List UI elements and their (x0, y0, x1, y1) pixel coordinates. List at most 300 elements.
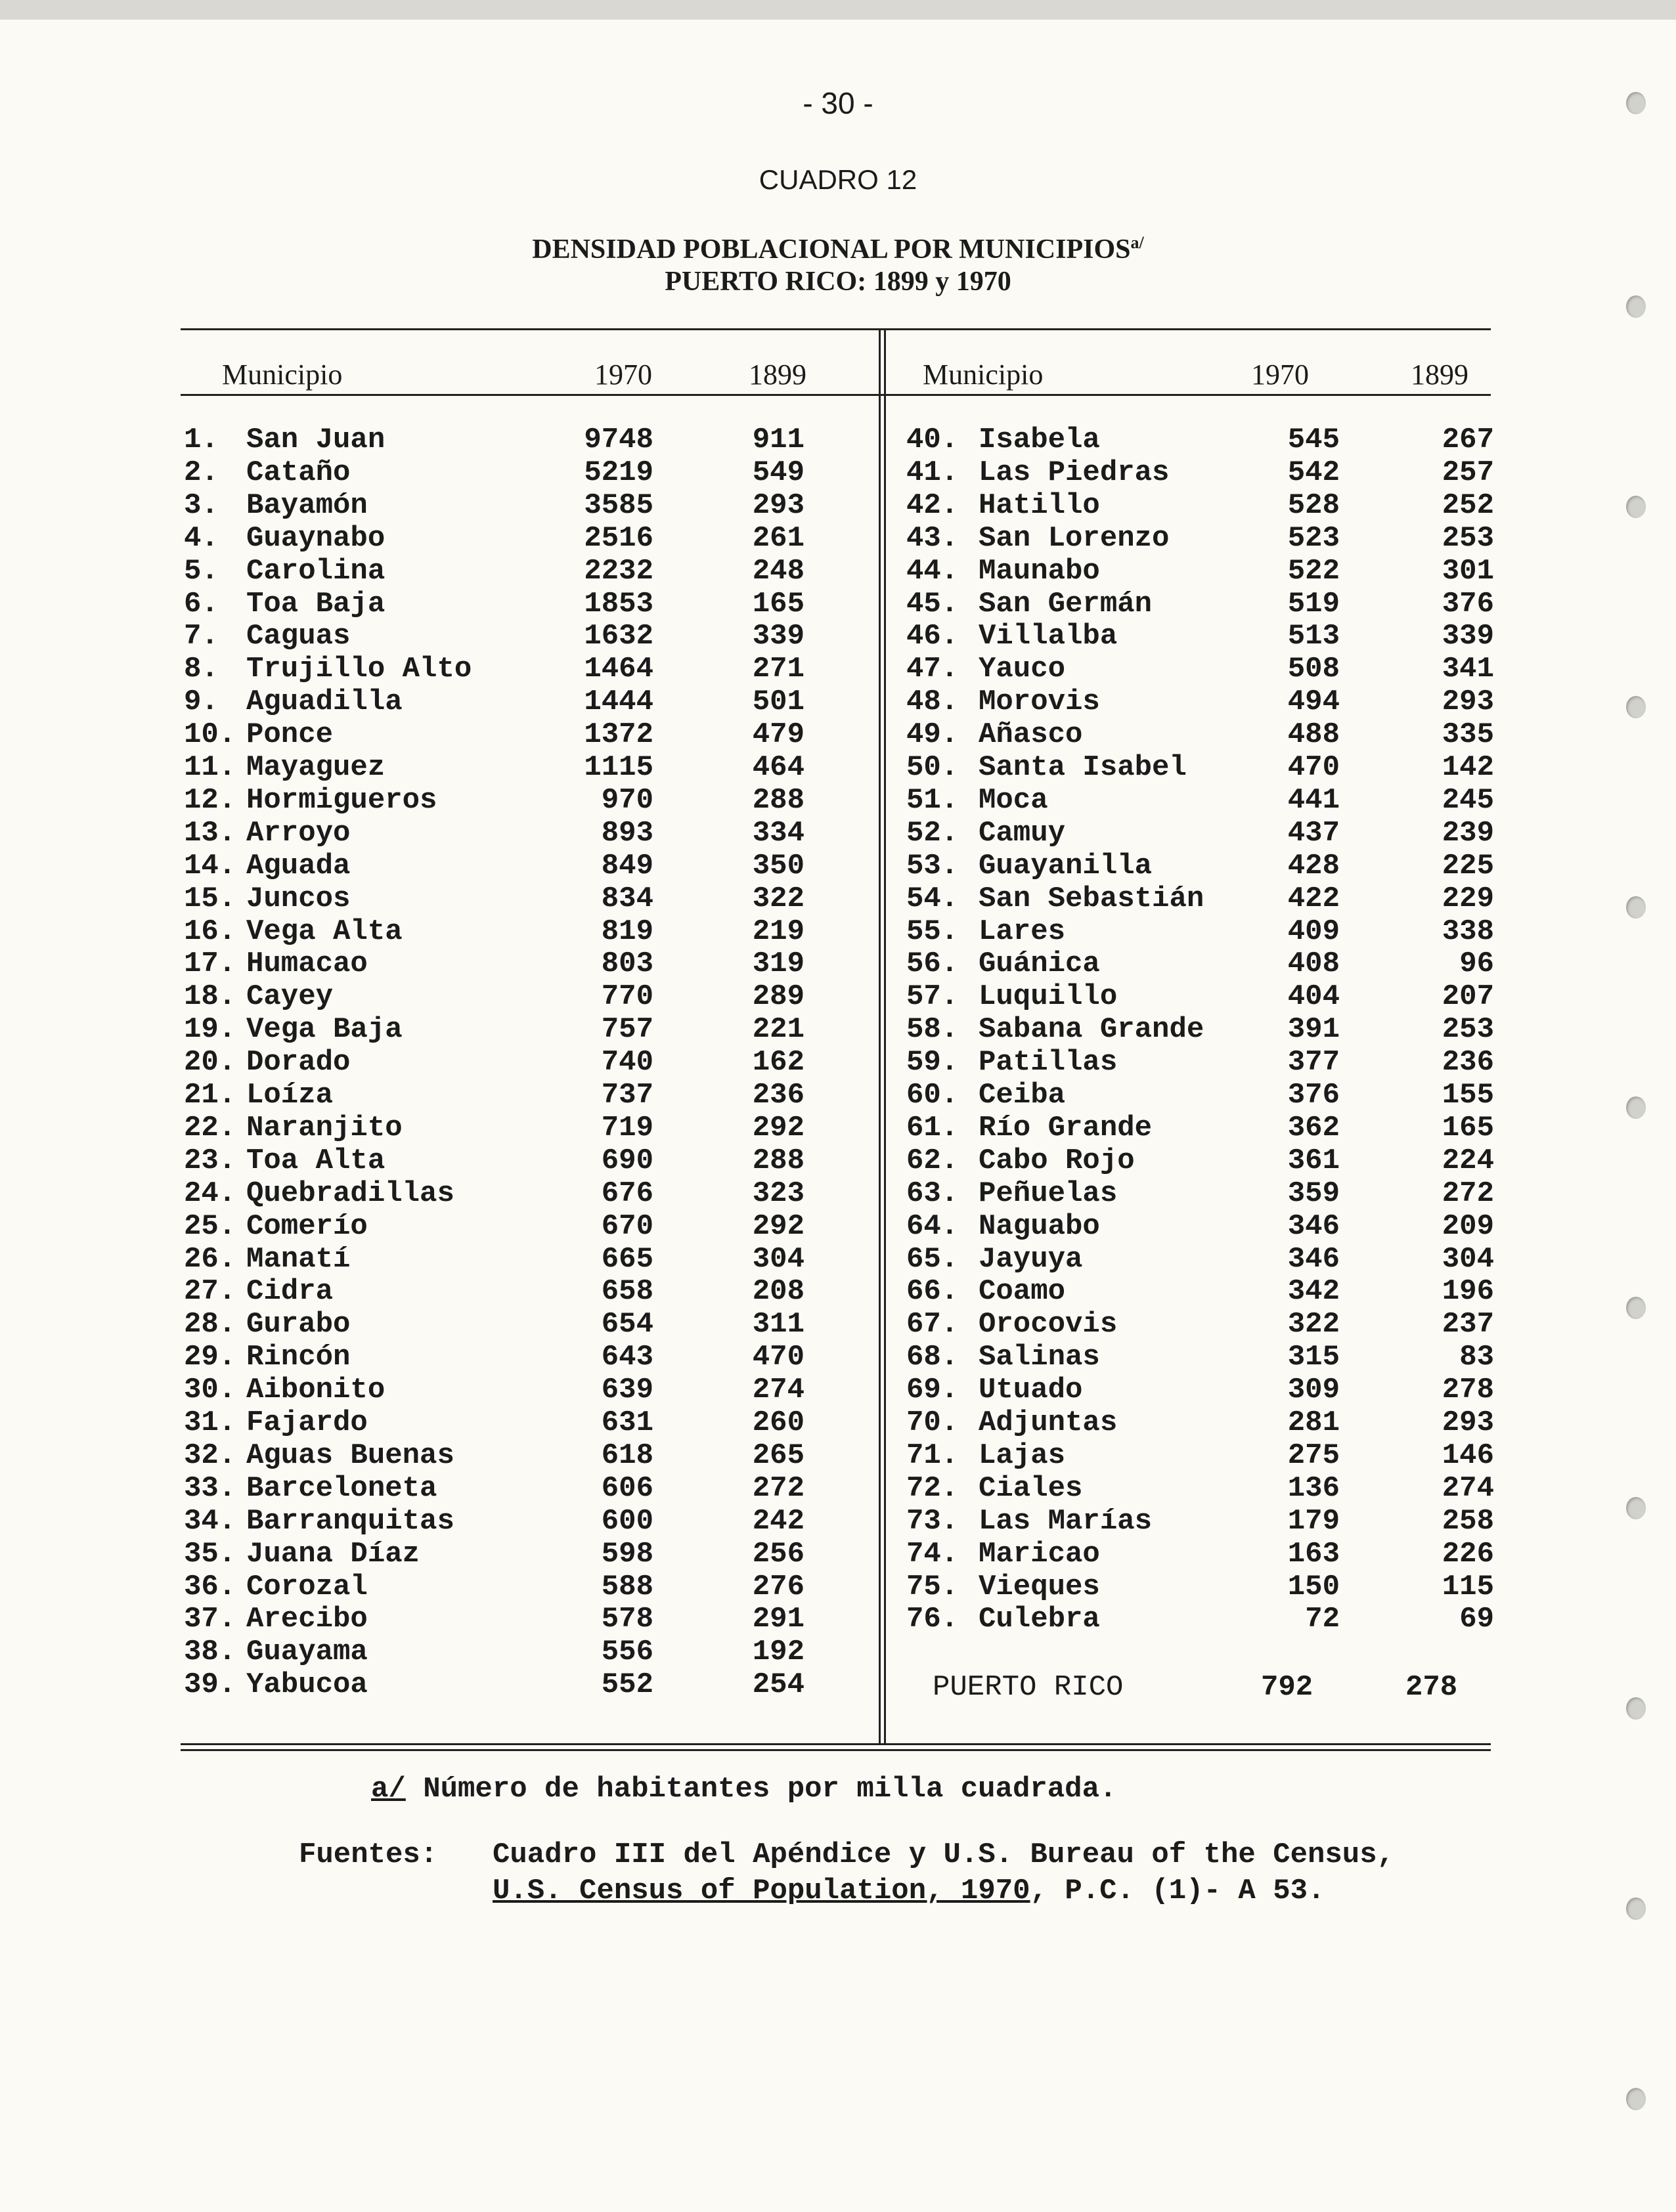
density-1970: 488 (1287, 718, 1340, 752)
density-1970: 849 (601, 849, 653, 882)
density-1899: 501 (752, 685, 805, 719)
density-1899: 207 (1442, 980, 1494, 1014)
total-1899: 278 (1405, 1671, 1458, 1704)
density-1899: 911 (752, 423, 805, 456)
row-number: 62. (906, 1144, 959, 1177)
density-1899: 192 (752, 1636, 805, 1669)
sources-line1: Cuadro III del Apéndice y U.S. Bureau of the Census, (493, 1838, 1395, 1871)
table-row (0, 850, 1676, 882)
row-number: 26. (184, 1242, 236, 1276)
density-1899: 293 (752, 488, 805, 522)
row-number: 35. (184, 1537, 236, 1571)
municipio-name: Adjuntas (979, 1406, 1118, 1439)
density-1970: 665 (601, 1242, 653, 1276)
municipio-name: Isabela (979, 423, 1100, 456)
density-1970: 359 (1287, 1177, 1340, 1210)
density-1970: 315 (1287, 1341, 1340, 1374)
municipio-name: Arroyo (246, 816, 351, 850)
density-1899: 258 (1442, 1504, 1494, 1538)
municipio-name: Bayamón (246, 488, 368, 522)
row-number: 13. (184, 816, 236, 850)
density-1899: 464 (752, 751, 805, 784)
row-number: 27. (184, 1275, 236, 1309)
density-1970: 408 (1287, 947, 1340, 981)
density-1899: 291 (752, 1603, 805, 1636)
municipio-name: Caguas (246, 620, 351, 653)
density-1899: 237 (1442, 1308, 1494, 1341)
density-1970: 309 (1287, 1374, 1340, 1407)
municipio-name: Villalba (979, 620, 1118, 653)
density-1970: 556 (601, 1636, 653, 1669)
municipio-name: Guayama (246, 1636, 368, 1669)
scan-top-edge (0, 0, 1676, 20)
density-1899: 319 (752, 947, 805, 981)
density-1970: 281 (1287, 1406, 1340, 1439)
rule-bottom (181, 1743, 1491, 1745)
density-1970: 136 (1287, 1471, 1340, 1505)
density-1899: 278 (1442, 1374, 1494, 1407)
municipio-name: Barranquitas (246, 1504, 454, 1538)
sources-reference: , P.C. (1)- A 53. (1030, 1875, 1325, 1907)
municipio-name: Hormigueros (246, 783, 437, 817)
rule-top (181, 328, 1491, 330)
table-row (0, 882, 1676, 915)
row-number: 43. (906, 521, 959, 555)
density-1970: 1115 (584, 751, 653, 784)
municipio-name: Toa Alta (246, 1144, 386, 1177)
density-1899: 142 (1442, 751, 1494, 784)
table-row (0, 751, 1676, 784)
table-row (0, 588, 1676, 620)
density-1899: 165 (1442, 1111, 1494, 1144)
row-number: 3. (184, 488, 219, 522)
density-1970: 631 (601, 1406, 653, 1439)
density-1970: 588 (601, 1570, 653, 1603)
density-1899: 304 (1442, 1242, 1494, 1276)
municipio-name: Juana Díaz (246, 1537, 420, 1571)
row-number: 17. (184, 947, 236, 981)
row-number: 59. (906, 1046, 959, 1079)
density-1970: 163 (1287, 1537, 1340, 1571)
table-title-text: DENSIDAD POBLACIONAL POR MUNICIPIOS (532, 234, 1131, 265)
table-row (0, 1571, 1676, 1603)
table-row (0, 1144, 1676, 1177)
density-1970: 2516 (584, 521, 653, 555)
density-1970: 362 (1287, 1111, 1340, 1144)
density-1899: 292 (752, 1111, 805, 1144)
density-1970: 670 (601, 1209, 653, 1243)
municipio-name: Lajas (979, 1439, 1066, 1472)
municipio-name: Patillas (979, 1046, 1118, 1079)
row-number: 19. (184, 1013, 236, 1047)
density-1970: 342 (1287, 1275, 1340, 1309)
density-1899: 239 (1442, 816, 1494, 850)
row-number: 1. (184, 423, 219, 456)
municipio-name: Cayey (246, 980, 334, 1014)
row-number: 25. (184, 1209, 236, 1243)
row-number: 12. (184, 783, 236, 817)
density-1899: 338 (1442, 915, 1494, 948)
table-row (0, 980, 1676, 1013)
density-1899: 470 (752, 1341, 805, 1374)
density-1970: 522 (1287, 554, 1340, 588)
density-1970: 1853 (584, 587, 653, 620)
municipio-name: Lares (979, 915, 1066, 948)
density-1970: 542 (1287, 456, 1340, 489)
density-1970: 639 (601, 1374, 653, 1407)
municipio-name: Barceloneta (246, 1471, 437, 1505)
density-1899: 83 (1459, 1341, 1494, 1374)
density-1899: 253 (1442, 1013, 1494, 1047)
density-1970: 5219 (584, 456, 653, 489)
density-1899: 229 (1442, 882, 1494, 915)
table-row (0, 423, 1676, 456)
density-1899: 226 (1442, 1537, 1494, 1571)
page-number: - 30 - (803, 86, 873, 120)
density-1899: 301 (1442, 554, 1494, 588)
density-1970: 770 (601, 980, 653, 1014)
municipio-name: Mayaguez (246, 751, 386, 784)
density-1899: 146 (1442, 1439, 1494, 1472)
rule-header (181, 394, 1491, 396)
footnote-mark: a/ (371, 1773, 406, 1806)
density-1970: 409 (1287, 915, 1340, 948)
table-row (0, 1013, 1676, 1046)
density-1899: 155 (1442, 1079, 1494, 1112)
municipio-name: Loíza (246, 1079, 334, 1112)
row-number: 16. (184, 915, 236, 948)
row-number: 8. (184, 653, 219, 686)
density-1970: 441 (1287, 783, 1340, 817)
density-1970: 404 (1287, 980, 1340, 1014)
density-1970: 618 (601, 1439, 653, 1472)
table-row (0, 1046, 1676, 1079)
density-1970: 346 (1287, 1209, 1340, 1243)
row-number: 64. (906, 1209, 959, 1243)
density-1899: 252 (1442, 488, 1494, 522)
row-number: 44. (906, 554, 959, 588)
municipio-name: Juncos (246, 882, 351, 915)
density-1970: 578 (601, 1603, 653, 1636)
row-number: 47. (906, 653, 959, 686)
density-1970: 437 (1287, 816, 1340, 850)
municipio-name: Luquillo (979, 980, 1118, 1014)
density-1970: 740 (601, 1046, 653, 1079)
density-1899: 265 (752, 1439, 805, 1472)
municipio-name: Añasco (979, 718, 1083, 752)
municipio-name: Culebra (979, 1603, 1100, 1636)
municipio-name: Rincón (246, 1341, 351, 1374)
density-1970: 422 (1287, 882, 1340, 915)
table-row (0, 1112, 1676, 1144)
row-number: 10. (184, 718, 236, 752)
municipio-name: Jayuya (979, 1242, 1083, 1276)
row-number: 5. (184, 554, 219, 588)
row-number: 6. (184, 587, 219, 620)
density-1970: 658 (601, 1275, 653, 1309)
density-1970: 600 (601, 1504, 653, 1538)
title-note-mark: a/ (1130, 233, 1144, 252)
header-municipio-left: Municipio (222, 358, 343, 391)
row-number: 66. (906, 1275, 959, 1309)
row-number: 45. (906, 587, 959, 620)
density-1899: 267 (1442, 423, 1494, 456)
density-1899: 292 (752, 1209, 805, 1243)
row-number: 23. (184, 1144, 236, 1177)
row-number: 52. (906, 816, 959, 850)
row-number: 72. (906, 1471, 959, 1505)
row-number: 18. (184, 980, 236, 1014)
density-1899: 219 (752, 915, 805, 948)
municipio-name: Carolina (246, 554, 386, 588)
row-number: 30. (184, 1374, 236, 1407)
density-1899: 288 (752, 783, 805, 817)
density-1970: 428 (1287, 849, 1340, 882)
table-row (0, 489, 1676, 522)
table-row (0, 522, 1676, 555)
municipio-name: Aibonito (246, 1374, 386, 1407)
total-name: PUERTO RICO (933, 1671, 1124, 1704)
municipio-name: Naranjito (246, 1111, 403, 1144)
municipio-name: Vieques (979, 1570, 1100, 1603)
density-1970: 545 (1287, 423, 1340, 456)
municipio-name: Cidra (246, 1275, 334, 1309)
density-1970: 1464 (584, 653, 653, 686)
table-row (0, 947, 1676, 980)
table-row (0, 1275, 1676, 1308)
municipio-name: San Juan (246, 423, 386, 456)
density-1899: 257 (1442, 456, 1494, 489)
municipio-name: Fajardo (246, 1406, 368, 1439)
density-1970: 72 (1305, 1603, 1340, 1636)
municipio-name: Coamo (979, 1275, 1066, 1309)
density-1899: 479 (752, 718, 805, 752)
density-1970: 391 (1287, 1013, 1340, 1047)
density-1899: 245 (1442, 783, 1494, 817)
density-1970: 654 (601, 1308, 653, 1341)
density-1970: 1372 (584, 718, 653, 752)
table-row (0, 456, 1676, 489)
density-1899: 339 (1442, 620, 1494, 653)
row-number: 73. (906, 1504, 959, 1538)
sources-label: Fuentes: (299, 1838, 438, 1871)
density-1899: 261 (752, 521, 805, 555)
row-number: 71. (906, 1439, 959, 1472)
density-1899: 334 (752, 816, 805, 850)
municipio-name: Corozal (246, 1570, 368, 1603)
table-row (0, 555, 1676, 588)
municipio-name: Arecibo (246, 1603, 368, 1636)
row-number: 41. (906, 456, 959, 489)
table-row (0, 685, 1676, 718)
municipio-name: Comerío (246, 1209, 368, 1243)
footnote (371, 1773, 1116, 1806)
sources-line2 (493, 1875, 1325, 1907)
density-1899: 253 (1442, 521, 1494, 555)
municipio-name: Gurabo (246, 1308, 351, 1341)
row-number: 68. (906, 1341, 959, 1374)
municipio-name: Manatí (246, 1242, 351, 1276)
binder-hole (1626, 295, 1646, 318)
table-row (0, 817, 1676, 850)
row-number: 75. (906, 1570, 959, 1603)
row-number: 40. (906, 423, 959, 456)
density-1899: 322 (752, 882, 805, 915)
municipio-name: Ponce (246, 718, 334, 752)
row-number: 61. (906, 1111, 959, 1144)
density-1899: 271 (752, 653, 805, 686)
table-row (0, 718, 1676, 751)
density-1970: 719 (601, 1111, 653, 1144)
municipio-name: Sabana Grande (979, 1013, 1204, 1047)
density-1970: 9748 (584, 423, 653, 456)
municipio-name: Guayanilla (979, 849, 1153, 882)
table-row (0, 1472, 1676, 1505)
row-number: 9. (184, 685, 219, 719)
density-1970: 519 (1287, 587, 1340, 620)
binder-hole (1626, 1898, 1646, 1920)
density-1970: 834 (601, 882, 653, 915)
row-number: 22. (184, 1111, 236, 1144)
density-1970: 376 (1287, 1079, 1340, 1112)
density-1899: 260 (752, 1406, 805, 1439)
row-number: 65. (906, 1242, 959, 1276)
table-row (0, 620, 1676, 653)
density-1899: 165 (752, 587, 805, 620)
municipio-name: Vega Alta (246, 915, 403, 948)
row-number: 32. (184, 1439, 236, 1472)
density-1899: 209 (1442, 1209, 1494, 1243)
municipio-name: Salinas (979, 1341, 1100, 1374)
table-row (0, 1243, 1676, 1276)
row-number: 54. (906, 882, 959, 915)
municipio-name: San Germán (979, 587, 1153, 620)
table-row (0, 1505, 1676, 1538)
density-1970: 606 (601, 1471, 653, 1505)
density-1970: 552 (601, 1668, 653, 1702)
municipio-name: Orocovis (979, 1308, 1118, 1341)
municipio-name: Guánica (979, 947, 1100, 981)
density-1970: 643 (601, 1341, 653, 1374)
density-1899: 304 (752, 1242, 805, 1276)
municipio-name: Yabucoa (246, 1668, 368, 1702)
density-1970: 803 (601, 947, 653, 981)
municipio-name: Aguada (246, 849, 351, 882)
municipio-name: Maricao (979, 1537, 1100, 1571)
density-1970: 690 (601, 1144, 653, 1177)
row-number: 51. (906, 783, 959, 817)
table-row (0, 1603, 1676, 1636)
municipio-name: Cataño (246, 456, 351, 489)
density-1899: 208 (752, 1275, 805, 1309)
density-1899: 162 (752, 1046, 805, 1079)
density-1970: 179 (1287, 1504, 1340, 1538)
density-1899: 221 (752, 1013, 805, 1047)
row-number: 2. (184, 456, 219, 489)
row-number: 29. (184, 1341, 236, 1374)
density-1970: 513 (1287, 620, 1340, 653)
municipio-name: Peñuelas (979, 1177, 1118, 1210)
municipio-name: Las Piedras (979, 456, 1170, 489)
row-number: 49. (906, 718, 959, 752)
table-row (0, 1308, 1676, 1341)
table-label: CUADRO 12 (759, 164, 917, 195)
row-number: 7. (184, 620, 219, 653)
municipio-name: Naguabo (979, 1209, 1100, 1243)
municipio-name: Aguadilla (246, 685, 403, 719)
municipio-name: Hatillo (979, 488, 1100, 522)
density-1899: 341 (1442, 653, 1494, 686)
municipio-name: Ceiba (979, 1079, 1066, 1112)
row-number: 56. (906, 947, 959, 981)
rule-bottom-double (181, 1749, 1491, 1751)
row-number: 36. (184, 1570, 236, 1603)
footnote-text: Número de habitantes por milla cuadrada. (423, 1773, 1117, 1806)
row-number: 70. (906, 1406, 959, 1439)
density-1970: 275 (1287, 1439, 1340, 1472)
row-number: 20. (184, 1046, 236, 1079)
density-1970: 528 (1287, 488, 1340, 522)
municipio-name: Vega Baja (246, 1013, 403, 1047)
density-1899: 293 (1442, 685, 1494, 719)
density-1970: 737 (601, 1079, 653, 1112)
row-number: 60. (906, 1079, 959, 1112)
density-1899: 339 (752, 620, 805, 653)
table-row (0, 784, 1676, 817)
municipio-name: Dorado (246, 1046, 351, 1079)
header-1970-right: 1970 (1251, 358, 1309, 391)
density-1970: 3585 (584, 488, 653, 522)
municipio-name: Toa Baja (246, 587, 386, 620)
table-subtitle: PUERTO RICO: 1899 y 1970 (665, 267, 1011, 297)
density-1899: 225 (1442, 849, 1494, 882)
density-1970: 819 (601, 915, 653, 948)
density-1970: 322 (1287, 1308, 1340, 1341)
table-row (0, 1210, 1676, 1243)
municipio-name: Las Marías (979, 1504, 1153, 1538)
density-1970: 508 (1287, 653, 1340, 686)
density-1970: 494 (1287, 685, 1340, 719)
table-row (0, 1374, 1676, 1406)
density-1899: 311 (752, 1308, 805, 1341)
binder-hole (1626, 2088, 1646, 2110)
density-1899: 274 (1442, 1471, 1494, 1505)
density-1899: 254 (752, 1668, 805, 1702)
row-number: 55. (906, 915, 959, 948)
row-number: 74. (906, 1537, 959, 1571)
density-1899: 274 (752, 1374, 805, 1407)
row-number: 63. (906, 1177, 959, 1210)
density-1899: 272 (752, 1471, 805, 1505)
municipio-name: Camuy (979, 816, 1066, 850)
density-1899: 224 (1442, 1144, 1494, 1177)
table-row (0, 1538, 1676, 1571)
municipio-name: San Sebastián (979, 882, 1204, 915)
density-1899: 289 (752, 980, 805, 1014)
row-number: 15. (184, 882, 236, 915)
density-1970: 1444 (584, 685, 653, 719)
row-number: 48. (906, 685, 959, 719)
density-1970: 1632 (584, 620, 653, 653)
density-1899: 236 (752, 1079, 805, 1112)
row-number: 33. (184, 1471, 236, 1505)
density-1899: 293 (1442, 1406, 1494, 1439)
municipio-name: Ciales (979, 1471, 1083, 1505)
density-1899: 256 (752, 1537, 805, 1571)
row-number: 76. (906, 1603, 959, 1636)
table-row (0, 1406, 1676, 1439)
municipio-name: Humacao (246, 947, 368, 981)
